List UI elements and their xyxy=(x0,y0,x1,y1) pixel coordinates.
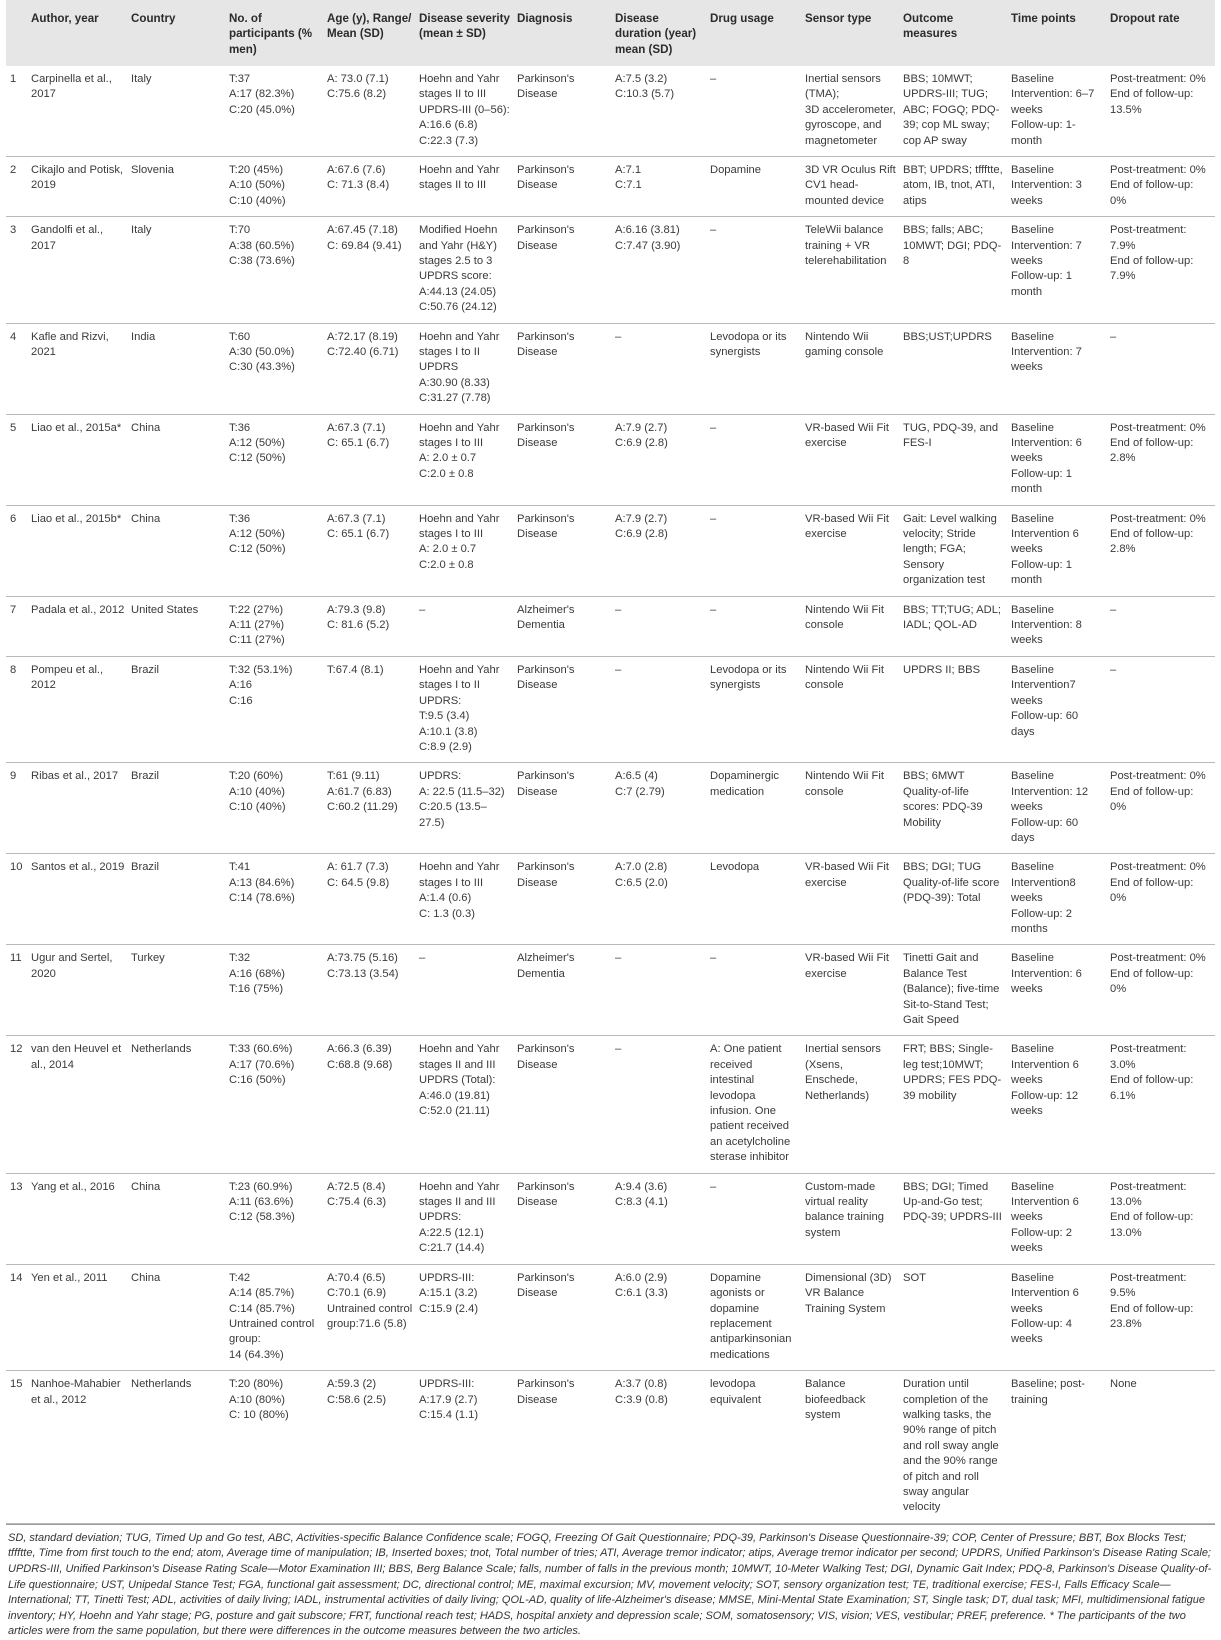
header-age: Age (y), Range/ Mean (SD) xyxy=(327,12,412,41)
cell-participants: T:20 (45%) A:10 (50%) C:10 (40%) xyxy=(226,156,324,216)
table-row xyxy=(6,1036,1215,1173)
cell-country: China xyxy=(128,1173,226,1264)
cell-time-points: Baseline Intervention: 6–7 weeks Follow-up: 1-month xyxy=(1008,66,1107,157)
cell-age: A:70.4 (6.5) C:70.1 (6.9) Untrained control group:71.6 (5.8) xyxy=(324,1264,416,1370)
cell-country: China xyxy=(128,505,226,596)
cell-outcome-measures: BBS;UST;UPDRS xyxy=(900,323,1008,414)
cell-time-points: Baseline Intervention8 weeks Follow-up: 2 months xyxy=(1008,854,1107,945)
cell-row-number: 5 xyxy=(6,414,28,505)
cell-row-number: 1 xyxy=(6,66,28,157)
cell-disease-duration: A:7.5 (3.2) C:10.3 (5.7) xyxy=(612,66,707,157)
cell-dropout-rate: – xyxy=(1107,656,1215,762)
cell-disease-duration: – xyxy=(612,323,707,414)
cell-drug-usage: Dopamine xyxy=(707,156,802,216)
header-outcome-measures: Outcome measures xyxy=(903,12,958,41)
cell-dropout-rate: Post-treatment: 0% End of follow-up: 2.8% xyxy=(1107,414,1215,505)
cell-drug-usage: – xyxy=(707,945,802,1036)
cell-dropout-rate: Post-treatment: 3.0% End of follow-up: 6.1% xyxy=(1107,1036,1215,1173)
cell-participants: T:37 A:17 (82.3%) C:20 (45.0%) xyxy=(226,66,324,157)
cell-participants: T:60 A:30 (50.0%) C:30 (43.3%) xyxy=(226,323,324,414)
cell-row-number: 10 xyxy=(6,854,28,945)
cell-diagnosis: Parkinson's Disease xyxy=(514,763,612,854)
cell-row-number: 3 xyxy=(6,217,28,323)
cell-diagnosis: Parkinson's Disease xyxy=(514,156,612,216)
cell-country: Italy xyxy=(128,66,226,157)
cell-time-points: Baseline Intervention: 12 weeks Follow-up: 60 days xyxy=(1008,763,1107,854)
study-characteristics-table-page xyxy=(6,0,1215,1640)
cell-participants: T:32 A:16 (68%) T:16 (75%) xyxy=(226,945,324,1036)
table-row xyxy=(6,1371,1215,1524)
cell-participants: T:33 (60.6%) A:17 (70.6%) C:16 (50%) xyxy=(226,1036,324,1173)
cell-time-points: Baseline Intervention: 7 weeks xyxy=(1008,323,1107,414)
cell-diagnosis: Parkinson's Disease xyxy=(514,505,612,596)
cell-disease-severity: Modified Hoehn and Yahr (H&Y) stages 2.5 to 3 UPDRS score: A:44.13 (24.05) C:50.76 (24.12) xyxy=(416,217,514,323)
cell-disease-severity: Hoehn and Yahr stages I to III A: 2.0 ± 0.7 C:2.0 ± 0.8 xyxy=(416,505,514,596)
cell-outcome-measures: Duration until completion of the walking tasks, the 90% range of pitch and roll sway angle and the 90% range of pitch and roll sway angular velocity xyxy=(900,1371,1008,1524)
cell-country: Brazil xyxy=(128,854,226,945)
cell-dropout-rate: None xyxy=(1107,1371,1215,1524)
table-row xyxy=(6,323,1215,414)
cell-disease-severity: Hoehn and Yahr stages I to III A: 2.0 ± 0.7 C:2.0 ± 0.8 xyxy=(416,414,514,505)
cell-country: Netherlands xyxy=(128,1371,226,1524)
cell-participants: T:22 (27%) A:11 (27%) C:11 (27%) xyxy=(226,596,324,656)
cell-age: A:59.3 (2) C:58.6 (2.5) xyxy=(324,1371,416,1524)
cell-age: A: 73.0 (7.1) C:75.6 (8.2) xyxy=(324,66,416,157)
cell-drug-usage: Levodopa xyxy=(707,854,802,945)
cell-row-number: 2 xyxy=(6,156,28,216)
cell-drug-usage: – xyxy=(707,505,802,596)
cell-time-points: Baseline Intervention: 8 weeks xyxy=(1008,596,1107,656)
cell-sensor-type: Nintendo Wii Fit console xyxy=(802,763,900,854)
cell-time-points: Baseline Intervention 6 weeks Follow-up: 4 weeks xyxy=(1008,1264,1107,1370)
cell-outcome-measures: BBS; DGI; Timed Up-and-Go test; PDQ-39; UPDRS-III xyxy=(900,1173,1008,1264)
cell-dropout-rate: Post-treatment: 0% End of follow-up: 13.5% xyxy=(1107,66,1215,157)
cell-disease-duration: A:6.0 (2.9) C:6.1 (3.3) xyxy=(612,1264,707,1370)
table-body xyxy=(6,66,1215,1523)
cell-diagnosis: Parkinson's Disease xyxy=(514,414,612,505)
table-row xyxy=(6,1264,1215,1370)
cell-participants: T:70 A:38 (60.5%) C:38 (73.6%) xyxy=(226,217,324,323)
cell-drug-usage: Dopamine agonists or dopamine replacement antiparkinsonian medications xyxy=(707,1264,802,1370)
cell-disease-severity: Hoehn and Yahr stages I to III A:1.4 (0.6) C: 1.3 (0.3) xyxy=(416,854,514,945)
cell-author-year: Ribas et al., 2017 xyxy=(28,763,128,854)
cell-age: A:72.17 (8.19) C:72.40 (6.71) xyxy=(324,323,416,414)
cell-diagnosis: Alzheimer's Dementia xyxy=(514,596,612,656)
cell-disease-severity: – xyxy=(416,945,514,1036)
cell-age: A:79.3 (9.8) C: 81.6 (5.2) xyxy=(324,596,416,656)
cell-row-number: 9 xyxy=(6,763,28,854)
cell-country: China xyxy=(128,1264,226,1370)
cell-participants: T:42 A:14 (85.7%) C:14 (85.7%) Untrained control group: 14 (64.3%) xyxy=(226,1264,324,1370)
cell-outcome-measures: UPDRS II; BBS xyxy=(900,656,1008,762)
cell-time-points: Baseline; post-training xyxy=(1008,1371,1107,1524)
cell-disease-severity: UPDRS: A: 22.5 (11.5–32) C:20.5 (13.5–27.5) xyxy=(416,763,514,854)
cell-row-number: 14 xyxy=(6,1264,28,1370)
cell-age: A:73.75 (5.16) C:73.13 (3.54) xyxy=(324,945,416,1036)
cell-country: Netherlands xyxy=(128,1036,226,1173)
table-row xyxy=(6,656,1215,762)
cell-disease-duration: A:6.16 (3.81) C:7.47 (3.90) xyxy=(612,217,707,323)
table-footnote: SD, standard deviation; TUG, Timed Up and Go test, ABC, Activities-specific Balance Confidence scale; FOGQ, Freezing Of Gait Questionnaire; PDQ-39, Parkinson's Disease Questionnaire-39; COP, Center of Pressure; BBT, Box Blocks Test; tffftte, Time from first touch to the end; atom, Average time of manipulation; IB, Inserted boxes; tnot, Total number of tries; ATI, Average tremor indicator; atips, Average tremor indicator per second; UPDRS, Unified Parkinson's Disease Rating Scale; UPDRS-III, Unified Parkinson's Disease Rating Scale—Motor Examination III; BBS, Berg Balance Scale; falls, number of falls in the previous month; 10MWT, 10-Meter Walking Test; DGI, Dynamic Gait Index; PDQ-8, Parkinson's Disease Quality-of-Life questionnaire; UST, Unipedal Stance Test; FGA, functional gait assessment; DC, directional control; ME, maximal excursion; MV, movement velocity; SOT, sensory organization test; TE, traditional exercise; FES-I, Falls Efficacy Scale—International; TT, Tinetti Test; ADL, activities of daily living; IADL, instrumental activities of daily living; QOL-AD, quality of life-Alzheimer's disease; MMSE, Mini-Mental State Examination; ST, Single task; DT, dual task; MFI, multidimensional fatigue inventory; HY, Hoehn and Yahr stage; PG, posture and gait subscore; FRT, functional reach test; HADS, hospital anxiety and depression scale; SOM, somatosensory; VIS, vision; VES, vestibular; PREF, preference. * The participants of the two articles were from the same population, but there were differences in the outcome measures between the two articles. xyxy=(8,1531,1212,1638)
header-author-year: Author, year xyxy=(31,12,99,25)
study-characteristics-table xyxy=(6,0,1215,1524)
cell-sensor-type: Inertial sensors (Xsens, Enschede, Netherlands) xyxy=(802,1036,900,1173)
cell-dropout-rate: Post-treatment: 0% End of follow-up: 0% xyxy=(1107,854,1215,945)
cell-disease-duration: – xyxy=(612,596,707,656)
cell-disease-duration: A:9.4 (3.6) C:8.3 (4.1) xyxy=(612,1173,707,1264)
footnote-divider xyxy=(6,1524,1215,1525)
cell-outcome-measures: Gait: Level walking velocity; Stride length; FGA; Sensory organization test xyxy=(900,505,1008,596)
header-dropout-rate: Dropout rate xyxy=(1110,12,1180,25)
cell-dropout-rate: Post-treatment: 0% End of follow-up: 2.8% xyxy=(1107,505,1215,596)
cell-diagnosis: Parkinson's Disease xyxy=(514,66,612,157)
cell-time-points: Baseline Intervention 6 weeks Follow-up: 1 month xyxy=(1008,505,1107,596)
cell-time-points: Baseline Intervention: 6 weeks xyxy=(1008,945,1107,1036)
cell-disease-severity: Hoehn and Yahr stages II and III UPDRS (Total): A:46.0 (19.81) C:52.0 (21.11) xyxy=(416,1036,514,1173)
header-row-number xyxy=(6,0,28,66)
cell-diagnosis: Parkinson's Disease xyxy=(514,323,612,414)
cell-country: Italy xyxy=(128,217,226,323)
cell-diagnosis: Alzheimer's Dementia xyxy=(514,945,612,1036)
cell-sensor-type: VR-based Wii Fit exercise xyxy=(802,945,900,1036)
cell-disease-duration: A:7.1 C:7.1 xyxy=(612,156,707,216)
header-row xyxy=(6,0,1215,66)
cell-time-points: Baseline Intervention7 weeks Follow-up: 60 days xyxy=(1008,656,1107,762)
cell-sensor-type: Inertial sensors (TMA); 3D accelerometer, gyroscope, and magnetometer xyxy=(802,66,900,157)
cell-disease-severity: Hoehn and Yahr stages I to II UPDRS A:30.90 (8.33) C:31.27 (7.78) xyxy=(416,323,514,414)
cell-disease-duration: A:7.9 (2.7) C:6.9 (2.8) xyxy=(612,414,707,505)
cell-disease-duration: A:7.9 (2.7) C:6.9 (2.8) xyxy=(612,505,707,596)
cell-participants: T:32 (53.1%) A:16 C:16 xyxy=(226,656,324,762)
cell-country: United States xyxy=(128,596,226,656)
table-row xyxy=(6,505,1215,596)
cell-age: A:72.5 (8.4) C:75.4 (6.3) xyxy=(324,1173,416,1264)
cell-country: Brazil xyxy=(128,763,226,854)
cell-row-number: 12 xyxy=(6,1036,28,1173)
cell-row-number: 11 xyxy=(6,945,28,1036)
cell-author-year: Liao et al., 2015b* xyxy=(28,505,128,596)
cell-drug-usage: – xyxy=(707,596,802,656)
cell-participants: T:41 A:13 (84.6%) C:14 (78.6%) xyxy=(226,854,324,945)
cell-drug-usage: – xyxy=(707,217,802,323)
cell-time-points: Baseline Intervention 6 weeks Follow-up: 12 weeks xyxy=(1008,1036,1107,1173)
table-row xyxy=(6,854,1215,945)
cell-disease-duration: – xyxy=(612,1036,707,1173)
cell-sensor-type: Dimensional (3D) VR Balance Training System xyxy=(802,1264,900,1370)
cell-disease-duration: A:7.0 (2.8) C:6.5 (2.0) xyxy=(612,854,707,945)
cell-time-points: Baseline Intervention: 7 weeks Follow-up: 1 month xyxy=(1008,217,1107,323)
cell-diagnosis: Parkinson's Disease xyxy=(514,854,612,945)
cell-outcome-measures: BBS; falls; ABC; 10MWT; DGI; PDQ-8 xyxy=(900,217,1008,323)
cell-drug-usage: levodopa equivalent xyxy=(707,1371,802,1524)
cell-participants: T:23 (60.9%) A:11 (63.6%) C:12 (58.3%) xyxy=(226,1173,324,1264)
cell-author-year: Yen et al., 2011 xyxy=(28,1264,128,1370)
cell-author-year: Yang et al., 2016 xyxy=(28,1173,128,1264)
cell-dropout-rate: – xyxy=(1107,596,1215,656)
cell-row-number: 4 xyxy=(6,323,28,414)
cell-drug-usage: – xyxy=(707,66,802,157)
table-row xyxy=(6,414,1215,505)
cell-time-points: Baseline Intervention 6 weeks Follow-up: 2 weeks xyxy=(1008,1173,1107,1264)
cell-participants: T:20 (60%) A:10 (40%) C:10 (40%) xyxy=(226,763,324,854)
table-row xyxy=(6,763,1215,854)
cell-outcome-measures: FRT; BBS; Single-leg test;10MWT; UPDRS; FES PDQ-39 mobility xyxy=(900,1036,1008,1173)
table-row xyxy=(6,945,1215,1036)
cell-sensor-type: VR-based Wii Fit exercise xyxy=(802,414,900,505)
cell-drug-usage: Levodopa or its synergists xyxy=(707,323,802,414)
cell-sensor-type: VR-based Wii Fit exercise xyxy=(802,854,900,945)
cell-diagnosis: Parkinson's Disease xyxy=(514,656,612,762)
cell-row-number: 6 xyxy=(6,505,28,596)
table-row xyxy=(6,217,1215,323)
cell-disease-severity: Hoehn and Yahr stages II to III UPDRS-III (0–56): A:16.6 (6.8) C:22.3 (7.3) xyxy=(416,66,514,157)
cell-outcome-measures: BBS; 10MWT; UPDRS-III; TUG; ABC; FOGQ; PDQ-39; cop ML sway; cop AP sway xyxy=(900,66,1008,157)
cell-outcome-measures: TUG, PDQ-39, and FES-I xyxy=(900,414,1008,505)
cell-disease-duration: A:3.7 (0.8) C:3.9 (0.8) xyxy=(612,1371,707,1524)
cell-age: A:67.6 (7.6) C: 71.3 (8.4) xyxy=(324,156,416,216)
cell-disease-severity: Hoehn and Yahr stages II to III xyxy=(416,156,514,216)
cell-disease-severity: Hoehn and Yahr stages II and III UPDRS: A:22.5 (12.1) C:21.7 (14.4) xyxy=(416,1173,514,1264)
cell-drug-usage: Levodopa or its synergists xyxy=(707,656,802,762)
cell-author-year: Nanhoe-Mahabier et al., 2012 xyxy=(28,1371,128,1524)
cell-dropout-rate: Post-treatment: 7.9% End of follow-up: 7.9% xyxy=(1107,217,1215,323)
cell-participants: T:36 A:12 (50%) C:12 (50%) xyxy=(226,505,324,596)
cell-drug-usage: – xyxy=(707,1173,802,1264)
table-header xyxy=(6,0,1215,66)
cell-row-number: 7 xyxy=(6,596,28,656)
cell-outcome-measures: Tinetti Gait and Balance Test (Balance); five-time Sit-to-Stand Test; Gait Speed xyxy=(900,945,1008,1036)
cell-disease-severity: UPDRS-III: A:17.9 (2.7) C:15.4 (1.1) xyxy=(416,1371,514,1524)
cell-participants: T:36 A:12 (50%) C:12 (50%) xyxy=(226,414,324,505)
cell-age: A:67.3 (7.1) C: 65.1 (6.7) xyxy=(324,505,416,596)
cell-time-points: Baseline Intervention: 6 weeks Follow-up: 1 month xyxy=(1008,414,1107,505)
cell-row-number: 13 xyxy=(6,1173,28,1264)
cell-country: India xyxy=(128,323,226,414)
cell-participants: T:20 (80%) A:10 (80%) C: 10 (80%) xyxy=(226,1371,324,1524)
table-row xyxy=(6,66,1215,157)
cell-dropout-rate: Post-treatment: 0% End of follow-up: 0% xyxy=(1107,156,1215,216)
cell-sensor-type: Nintendo Wii Fit console xyxy=(802,596,900,656)
cell-disease-severity: Hoehn and Yahr stages I to II UPDRS: T:9.5 (3.4) A:10.1 (3.8) C:8.9 (2.9) xyxy=(416,656,514,762)
cell-dropout-rate: Post-treatment: 13.0% End of follow-up: 13.0% xyxy=(1107,1173,1215,1264)
cell-country: Slovenia xyxy=(128,156,226,216)
header-country: Country xyxy=(131,12,176,25)
cell-author-year: Carpinella et al., 2017 xyxy=(28,66,128,157)
cell-row-number: 8 xyxy=(6,656,28,762)
cell-drug-usage: A: One patient received intestinal levodopa infusion. One patient received an acetylcholine sterase inhibitor xyxy=(707,1036,802,1173)
table-row xyxy=(6,156,1215,216)
header-disease-severity: Disease severity (mean ± SD) xyxy=(419,12,510,41)
cell-outcome-measures: BBS; DGI; TUG Quality-of-life score (PDQ-39): Total xyxy=(900,854,1008,945)
table-row xyxy=(6,596,1215,656)
cell-age: A:66.3 (6.39) C:68.8 (9.68) xyxy=(324,1036,416,1173)
cell-disease-severity: UPDRS-III: A:15.1 (3.2) C:15.9 (2.4) xyxy=(416,1264,514,1370)
cell-age: T:61 (9.11) A:61.7 (6.83) C:60.2 (11.29) xyxy=(324,763,416,854)
cell-author-year: Santos et al., 2019 xyxy=(28,854,128,945)
cell-author-year: Pompeu et al., 2012 xyxy=(28,656,128,762)
cell-sensor-type: 3D VR Oculus Rift CV1 head-mounted device xyxy=(802,156,900,216)
cell-country: China xyxy=(128,414,226,505)
cell-outcome-measures: BBS; 6MWT Quality-of-life scores: PDQ-39 Mobility xyxy=(900,763,1008,854)
header-diagnosis: Diagnosis xyxy=(517,12,573,25)
cell-diagnosis: Parkinson's Disease xyxy=(514,1036,612,1173)
cell-author-year: Kafle and Rizvi, 2021 xyxy=(28,323,128,414)
cell-disease-duration: – xyxy=(612,945,707,1036)
cell-dropout-rate: Post-treatment: 9.5% End of follow-up: 23.8% xyxy=(1107,1264,1215,1370)
cell-country: Turkey xyxy=(128,945,226,1036)
cell-sensor-type: Nintendo Wii gaming console xyxy=(802,323,900,414)
cell-outcome-measures: BBT; UPDRS; tffftte, atom, IB, tnot, ATI, atips xyxy=(900,156,1008,216)
cell-age: A: 61.7 (7.3) C: 64.5 (9.8) xyxy=(324,854,416,945)
cell-sensor-type: Nintendo Wii Fit console xyxy=(802,656,900,762)
cell-author-year: Liao et al., 2015a* xyxy=(28,414,128,505)
cell-disease-duration: – xyxy=(612,656,707,762)
cell-diagnosis: Parkinson's Disease xyxy=(514,1264,612,1370)
cell-age: A:67.45 (7.18) C: 69.84 (9.41) xyxy=(324,217,416,323)
cell-sensor-type: Balance biofeedback system xyxy=(802,1371,900,1524)
cell-author-year: van den Heuvel et al., 2014 xyxy=(28,1036,128,1173)
cell-dropout-rate: Post-treatment: 0% End of follow-up: 0% xyxy=(1107,945,1215,1036)
cell-author-year: Gandolfi et al., 2017 xyxy=(28,217,128,323)
table-row xyxy=(6,1173,1215,1264)
cell-author-year: Cikajlo and Potisk, 2019 xyxy=(28,156,128,216)
cell-sensor-type: TeleWii balance training + VR telerehabilitation xyxy=(802,217,900,323)
cell-sensor-type: Custom-made virtual reality balance training system xyxy=(802,1173,900,1264)
cell-sensor-type: VR-based Wii Fit exercise xyxy=(802,505,900,596)
cell-age: T:67.4 (8.1) xyxy=(324,656,416,762)
cell-author-year: Ugur and Sertel, 2020 xyxy=(28,945,128,1036)
cell-drug-usage: Dopaminergic medication xyxy=(707,763,802,854)
cell-diagnosis: Parkinson's Disease xyxy=(514,1173,612,1264)
header-drug-usage: Drug usage xyxy=(710,12,774,25)
cell-dropout-rate: – xyxy=(1107,323,1215,414)
cell-row-number: 15 xyxy=(6,1371,28,1524)
cell-country: Brazil xyxy=(128,656,226,762)
header-disease-duration: Disease duration (year) mean (SD) xyxy=(615,12,697,56)
cell-diagnosis: Parkinson's Disease xyxy=(514,1371,612,1524)
cell-disease-severity: – xyxy=(416,596,514,656)
cell-age: A:67.3 (7.1) C: 65.1 (6.7) xyxy=(324,414,416,505)
header-sensor-type: Sensor type xyxy=(805,12,872,25)
header-time-points: Time points xyxy=(1011,12,1076,25)
cell-dropout-rate: Post-treatment: 0% End of follow-up: 0% xyxy=(1107,763,1215,854)
cell-disease-duration: A:6.5 (4) C:7 (2.79) xyxy=(612,763,707,854)
cell-outcome-measures: SOT xyxy=(900,1264,1008,1370)
cell-drug-usage: – xyxy=(707,414,802,505)
header-participants: No. of participants (% men) xyxy=(229,12,313,56)
cell-author-year: Padala et al., 2012 xyxy=(28,596,128,656)
cell-diagnosis: Parkinson's Disease xyxy=(514,217,612,323)
cell-outcome-measures: BBS; TT;TUG; ADL; IADL; QOL-AD xyxy=(900,596,1008,656)
cell-time-points: Baseline Intervention: 3 weeks xyxy=(1008,156,1107,216)
